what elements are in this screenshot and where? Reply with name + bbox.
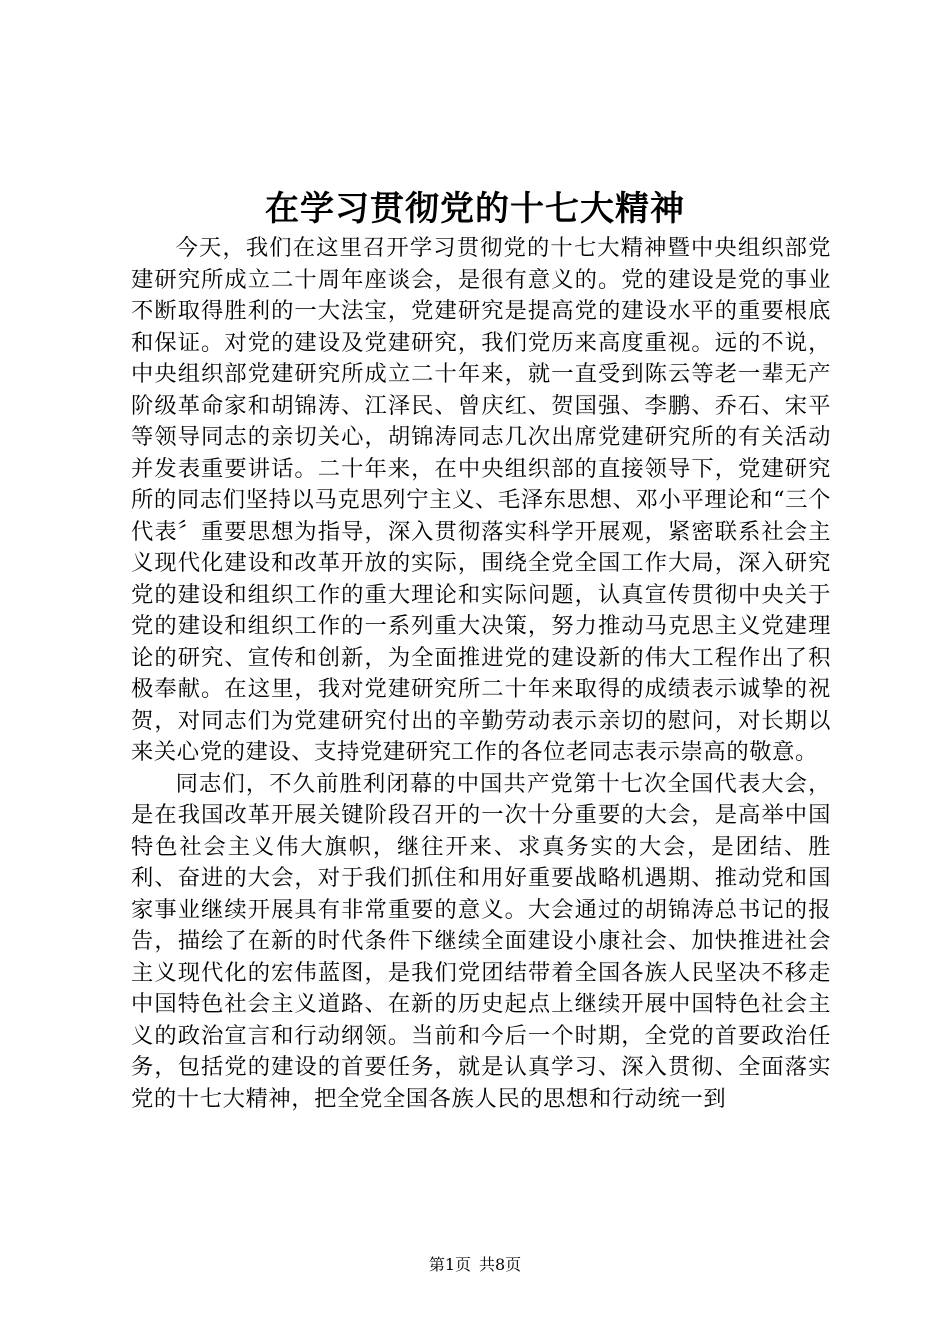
document-title: 在学习贯彻党的十七大精神 bbox=[265, 189, 685, 229]
page-footer bbox=[0, 1254, 950, 1276]
page-total: 共8页 bbox=[479, 1255, 522, 1274]
page-number: 第1页 bbox=[428, 1255, 471, 1274]
paragraph: 同志们，不久前胜利闭幕的中国共产党第十七次全国代表大会，是在我国改革开展关键阶段召开的一次十分重要的大会，是高举中国特色社会主义伟大旗帜，继往开来、求真务实的大会，是团结、胜利、奋进的大会，对于我们抓住和用好重要战略机遇期、推动党和国家事业继续开展具有非常重要的意义。大会通过的胡锦涛总书记的报告，描绘了在新的时代条件下继续全面建设小康社会、加快推进社会主义现代化的宏伟蓝图，是我们党团结带着全国各族人民坚决不移走中国特色社会主义道路、在新的历史起点上继续开展中国特色社会主义的政治宣言和行动纲领。当前和今后一个时期，全党的首要政治任务，包括党的建设的首要任务，就是认真学习、深入贯彻、全面落实党的十七大精神，把全党全国各族人民的思想和行动统一到 bbox=[131, 770, 831, 1112]
paragraph: 今天，我们在这里召开学习贯彻党的十七大精神暨中央组织部党建研究所成立二十周年座谈会，是很有意义的。党的建设是党的事业不断取得胜利的一大法宝，党建研究是提高党的建设水平的重要根底和保证。对党的建设及党建研究，我们党历来高度重视。远的不说，中央组织部党建研究所成立二十年来，就一直受到陈云等老一辈无产阶级革命家和胡锦涛、江泽民、曾庆红、贺国强、李鹏、乔石、宋平等领导同志的亲切关心，胡锦涛同志几次出席党建研究所的有关活动并发表重要讲话。二十年来，在中央组织部的直接领导下，党建研究所的同志们坚持以马克思列宁主义、毛泽东思想、邓小平理论和“三个代表〞重要思想为指导，深入贯彻落实科学开展观，紧密联系社会主义现代化建设和改革开放的实际，围绕全党全国工作大局，深入研究党的建设和组织工作的重大理论和实际问题，认真宣传贯彻中央关于党的建设和组织工作的一系列重大决策，努力推动马克思主义党建理论的研究、宣传和创新，为全面推进党的建设新的伟大工程作出了积极奉献。在这里，我对党建研究所二十年来取得的成绩表示诚挚的祝贺，对同志们为党建研究付出的辛勤劳动表示亲切的慰问，对长期以来关心党的建设、支持党建研究工作的各位老同志表示崇高的敬意。 bbox=[131, 235, 831, 765]
document-body bbox=[131, 233, 831, 1115]
